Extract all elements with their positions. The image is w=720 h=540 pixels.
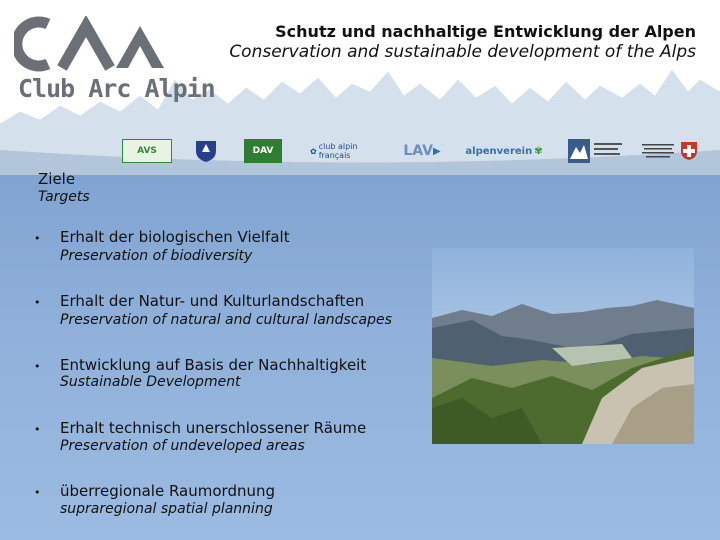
bullet-icon: •: [34, 486, 41, 499]
target-item-en: Preservation of undeveloped areas: [60, 438, 305, 454]
target-item-de: Entwicklung auf Basis der Nachhaltigkeit: [60, 356, 367, 374]
partner-logo-alpenverein: alpenverein ✾: [465, 145, 543, 157]
target-item-de: überregionale Raumordnung: [60, 482, 276, 500]
edelweiss-icon: ✾: [534, 145, 543, 157]
header-banner: [0, 0, 720, 175]
partner-logo-shield: [192, 139, 220, 163]
partner-logo-swiss: [678, 139, 700, 163]
partner-logo-dav: DAV: [244, 139, 282, 163]
target-item-en: Preservation of biodiversity: [60, 248, 253, 264]
partner-logo-avs: AVS: [122, 139, 172, 163]
section-heading: Ziele: [38, 170, 76, 188]
bullet-icon: •: [34, 360, 41, 373]
target-item-en: Sustainable Development: [60, 374, 241, 390]
partner-logo-slovenia: [568, 139, 624, 163]
page-title-german: Schutz und nachhaltige Entwicklung der Alpen: [275, 22, 696, 41]
section-heading-english: Targets: [38, 189, 90, 205]
flower-icon: ✿: [310, 146, 317, 156]
page-title-english: Conservation and sustainable development of the Alps: [229, 42, 696, 62]
target-item-de: Erhalt technisch unerschlossener Räume: [60, 419, 367, 437]
partner-logo-text-block: [640, 139, 676, 163]
bullet-icon: •: [34, 296, 41, 309]
landscape-image: [432, 248, 694, 444]
partner-logo-lav: LAV ▶: [403, 143, 441, 159]
partner-logo-caf: ✿ club alpin français: [310, 142, 358, 160]
target-item-en: supraregional spatial planning: [60, 501, 273, 517]
club-arc-alpin-logo-icon: [14, 16, 174, 74]
target-item-en: Preservation of natural and cultural landscapes: [60, 312, 392, 328]
target-item-de: Erhalt der Natur- und Kulturlandschaften: [60, 292, 365, 310]
target-item-de: Erhalt der biologischen Vielfalt: [60, 228, 290, 246]
arrow-icon: ▶: [432, 145, 441, 157]
bullet-icon: •: [34, 232, 41, 245]
logo-text: Club Arc Alpin: [18, 74, 215, 103]
bullet-icon: •: [34, 423, 41, 436]
alpine-valley-photo: [432, 248, 694, 444]
